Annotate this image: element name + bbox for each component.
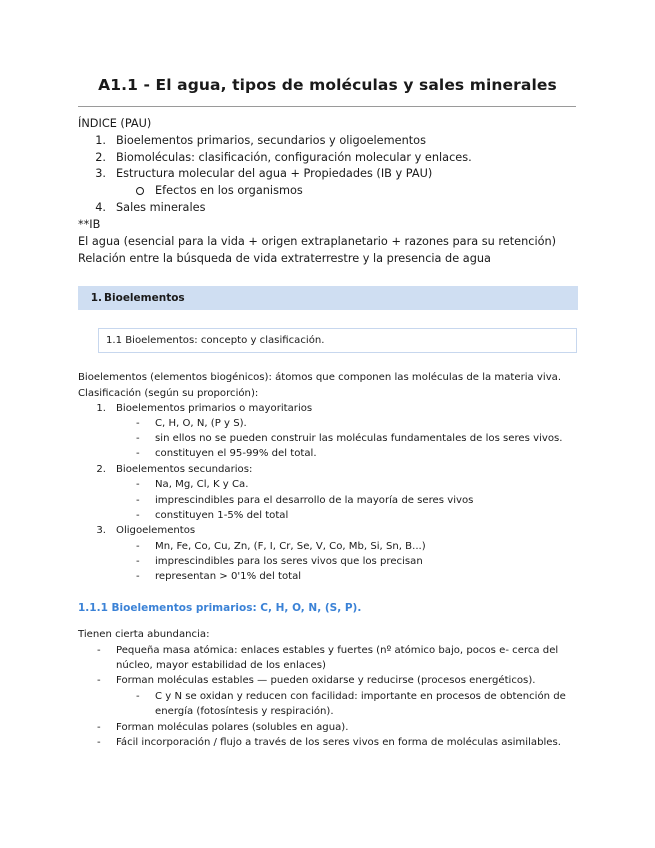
primarios-intro: Tienen cierta abundancia: (78, 629, 210, 640)
section-number: 1. (90, 292, 102, 304)
group-point: imprescindibles para los seres vivos que los precisan (155, 556, 423, 567)
group-point: representan > 0'1% del total (155, 571, 302, 582)
index-item: Bioelementos primarios, secundarios y oligoelementos (116, 134, 426, 147)
index-item-num: 4. (95, 201, 106, 214)
index-subitem: Efectos en los organismos (155, 184, 303, 197)
index-item: Biomoléculas: clasificación, configuración molecular y enlaces. (116, 151, 472, 164)
group-point: sin ellos no se pueden construir las moléculas fundamentales de los seres vivos. (155, 433, 563, 444)
dash-bullet: - (136, 448, 140, 459)
title-divider (78, 106, 576, 107)
index-extra-line: El agua (esencial para la vida + origen extraplanetario + razones para su retención) (78, 235, 557, 248)
dash-bullet: - (136, 571, 140, 582)
ib-marker: **IB (78, 218, 101, 231)
subsection-heading: 1.1.1 Bioelementos primarios: C, H, O, N, (S, P). (78, 602, 362, 614)
index-heading: ÍNDICE (PAU) (78, 117, 152, 130)
group-point: constituyen el 95-99% del total. (155, 448, 317, 459)
page-title: A1.1 - El agua, tipos de moléculas y sales minerales (98, 76, 557, 94)
index-item: Sales minerales (116, 201, 206, 214)
index-extra-line: Relación entre la búsqueda de vida extraterrestre y la presencia de agua (78, 252, 491, 265)
primarios-subitem-cont: energía (fotosíntesis y respiración). (155, 706, 334, 717)
dash-bullet: - (97, 722, 101, 733)
hollow-bullet-icon (136, 187, 144, 195)
section-title: Bioelementos (104, 292, 185, 304)
dash-bullet: - (97, 675, 101, 686)
group-label: Oligoelementos (116, 525, 196, 536)
primarios-item-cont: núcleo, mayor estabilidad de los enlaces) (116, 660, 326, 671)
group-label: Bioelementos secundarios: (116, 464, 253, 475)
primarios-item: Pequeña masa atómica: enlaces estables y fuertes (nº atómico bajo, pocos e- cerca del (116, 645, 559, 656)
primarios-item: Forman moléculas estables — pueden oxidarse y reducirse (procesos energéticos). (116, 675, 536, 686)
primarios-item: Forman moléculas polares (solubles en agua). (116, 722, 349, 733)
index-item-num: 3. (95, 167, 106, 180)
group-num: 3. (96, 525, 106, 536)
dash-bullet: - (136, 510, 140, 521)
dash-bullet: - (136, 556, 140, 567)
dash-bullet: - (136, 418, 140, 429)
index-item-num: 2. (95, 151, 106, 164)
dash-bullet: - (97, 645, 101, 656)
group-point: imprescindibles para el desarrollo de la mayoría de seres vivos (155, 495, 474, 506)
dash-bullet: - (136, 541, 140, 552)
index-item: Estructura molecular del agua + Propiedades (IB y PAU) (116, 167, 433, 180)
group-point: Mn, Fe, Co, Cu, Zn, (F, I, Cr, Se, V, Co, Mb, Si, Sn, B...) (155, 541, 426, 552)
dash-bullet: - (136, 495, 140, 506)
primarios-item: Fácil incorporación / flujo a través de los seres vivos en forma de moléculas asimilables. (116, 737, 561, 748)
group-point: Na, Mg, Cl, K y Ca. (155, 479, 249, 490)
index-item-num: 1. (95, 134, 106, 147)
classification-text: Clasificación (según su proporción): (78, 388, 259, 399)
group-point: C, H, O, N, (P y S). (155, 418, 247, 429)
dash-bullet: - (136, 433, 140, 444)
definition-text: Bioelementos (elementos biogénicos): átomos que componen las moléculas de la materia viva. (78, 372, 562, 383)
group-label: Bioelementos primarios o mayoritarios (116, 403, 313, 414)
group-num: 2. (96, 464, 106, 475)
dash-bullet: - (97, 737, 101, 748)
dash-bullet: - (136, 479, 140, 490)
subsection-title: 1.1 Bioelementos: concepto y clasificación. (106, 335, 325, 346)
group-num: 1. (96, 403, 106, 414)
primarios-subitem: C y N se oxidan y reducen con facilidad: importante en procesos de obtención de (155, 691, 566, 702)
group-point: constituyen 1-5% del total (155, 510, 289, 521)
dash-bullet: - (136, 691, 140, 702)
